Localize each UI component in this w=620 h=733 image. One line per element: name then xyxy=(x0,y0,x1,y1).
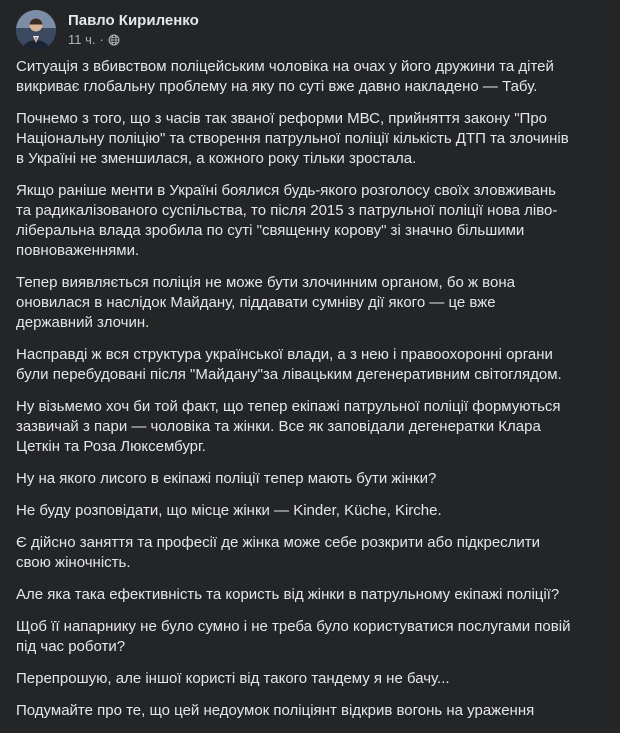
meta-separator: · xyxy=(99,32,104,47)
paragraph-line: Ну візьмемо хоч би той факт, що тепер екіпажі патрульної поліції формуються xyxy=(16,398,561,415)
paragraph-line: Але яка така ефективність та користь від жінки в патрульному екіпажі поліції? xyxy=(16,586,560,603)
post-paragraph xyxy=(16,533,606,573)
paragraph-line: Перепрошую, але іншої користі від такого тандему я не бачу... xyxy=(16,670,450,687)
avatar-photo-icon xyxy=(16,10,56,50)
paragraph-line: Ну на якого лисого в екіпажі поліції тепер мають бути жінки? xyxy=(16,470,437,487)
post-paragraph xyxy=(16,469,606,489)
post-header xyxy=(16,10,606,56)
post-paragraph xyxy=(16,345,606,385)
author-avatar[interactable] xyxy=(16,10,56,50)
author-name[interactable]: Павло Кириленко xyxy=(68,12,199,29)
post-paragraph xyxy=(16,397,606,457)
paragraph-line: були перебудовані після "Майдану"за лівацьким дегенеративним світоглядом. xyxy=(16,366,562,383)
paragraph-line: Почнемо з того, що з часів так званої реформи МВС, прийняття закону "Про xyxy=(16,110,548,127)
paragraph-line: Насправді ж вся структура української влади, а з нею і правоохоронні органи xyxy=(16,346,553,363)
post-paragraph xyxy=(16,501,606,521)
post-paragraph xyxy=(16,57,606,97)
paragraph-line: Якщо раніше менти в Україні боялися будь-якого розголосу своїх зловживань xyxy=(16,182,556,199)
paragraph-line: державний злочин. xyxy=(16,314,150,331)
paragraph-line: Національну поліцію" та створення патрульної поліції кількість ДТП та злочинів xyxy=(16,130,569,147)
post-paragraph xyxy=(16,273,606,333)
post-timestamp[interactable]: 11 ч. xyxy=(68,32,96,47)
paragraph-line: Не буду розповідати, що місце жінки — Kinder, Küche, Kirche. xyxy=(16,502,442,519)
post-meta xyxy=(68,32,120,47)
paragraph-line: зазвичай з пари — чоловіка та жінки. Все як заповідали дегенератки Клара xyxy=(16,418,541,435)
globe-icon[interactable] xyxy=(108,34,120,46)
paragraph-line: Цеткін та Роза Люксембург. xyxy=(16,438,206,455)
post-paragraph xyxy=(16,585,606,605)
post-paragraph xyxy=(16,617,606,657)
post-paragraph xyxy=(16,701,606,721)
paragraph-line: оновилася в наслідок Майдану, піддавати сумніву дії якого — це вже xyxy=(16,294,496,311)
paragraph-line: свою жіночність. xyxy=(16,554,131,571)
post-paragraph xyxy=(16,669,606,689)
post-paragraph xyxy=(16,109,606,169)
paragraph-line: та радикалізованого суспільства, то після 2015 з патрульної поліції нова ліво- xyxy=(16,202,558,219)
paragraph-line: Подумайте про те, що цей недоумок поліціянт відкрив вогонь на ураження xyxy=(16,702,535,719)
post-paragraph xyxy=(16,181,606,261)
paragraph-line: викриває глобальну проблему на яку по суті вже давно накладено — Табу. xyxy=(16,78,538,95)
paragraph-line: Щоб її напарнику не було сумно і не треба було користуватися послугами повій xyxy=(16,618,571,635)
paragraph-line: під час роботи? xyxy=(16,638,126,655)
paragraph-line: в Україні не зменшилася, а кожного року тільки зростала. xyxy=(16,150,417,167)
paragraph-line: повноваженнями. xyxy=(16,242,140,259)
paragraph-line: Ситуація з вбивством поліцейським чоловіка на очах у його дружини та дітей xyxy=(16,58,554,75)
paragraph-line: Тепер виявляється поліція не може бути злочинним органом, бо ж вона xyxy=(16,274,515,291)
post-body xyxy=(16,57,606,733)
paragraph-line: ліберальна влада зробила по суті "священну корову" зі значно більшими xyxy=(16,222,525,239)
paragraph-line: Є дійсно заняття та професії де жінка може себе розкрити або підкреслити xyxy=(16,534,541,551)
